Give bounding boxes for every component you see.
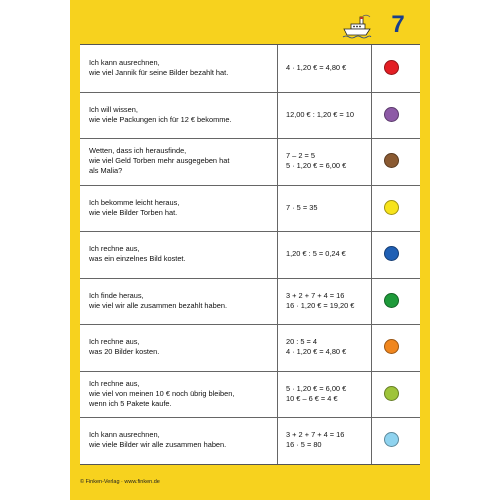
calculation <box>283 45 374 91</box>
color-dot <box>384 60 399 75</box>
calculation-line: 5 · 1,20 € = 6,00 € <box>286 383 347 393</box>
calculation-line: 10 € – 6 € = 4 € <box>286 393 338 403</box>
task-line: wie viel wir alle zusammen bezahlt haben. <box>89 300 228 310</box>
exercise-table <box>80 44 420 465</box>
task-line: wie viel Geld Torben mehr ausgegeben hat <box>89 156 230 165</box>
calculation <box>283 138 374 184</box>
row-separator <box>80 138 420 139</box>
task-line: Ich finde heraus, <box>89 290 144 300</box>
task-line: Ich rechne aus, <box>89 244 140 253</box>
task-text <box>89 278 279 324</box>
row-separator <box>80 278 420 279</box>
color-dot <box>384 200 399 215</box>
color-dot <box>384 293 399 308</box>
calculation-line: 3 + 2 + 7 + 4 = 16 <box>286 290 345 300</box>
task-text <box>89 371 279 417</box>
task-line: wie viele Packungen ich für 12 € bekomme. <box>89 114 232 124</box>
task-line: Ich rechne aus, <box>89 378 140 388</box>
task-line: wenn ich 5 Pakete kaufe. <box>89 398 172 408</box>
calculation <box>283 92 374 138</box>
color-dot <box>384 339 399 354</box>
task-line: wie viele Bilder Torben hat. <box>89 207 178 217</box>
task-line: was 20 Bilder kosten. <box>89 347 160 356</box>
task-line: Ich kann ausrechnen, <box>89 58 160 67</box>
task-text <box>89 92 279 138</box>
color-dot <box>384 153 399 168</box>
calculation-line: 4 · 1,20 € = 4,80 € <box>286 63 347 72</box>
calculation-line: 7 · 5 = 35 <box>286 202 318 212</box>
exercise-row <box>80 324 420 370</box>
calculation-line: 20 : 5 = 4 <box>286 337 318 346</box>
exercise-row <box>80 45 420 91</box>
task-text <box>89 231 279 277</box>
task-line: wie viel von meinen 10 € noch übrig bleiben, <box>89 388 235 398</box>
color-dot <box>384 107 399 122</box>
calculation <box>283 417 374 463</box>
exercise-row <box>80 278 420 324</box>
calculation-line: 5 · 1,20 € = 6,00 € <box>286 161 347 170</box>
task-text <box>89 185 279 231</box>
calculation <box>283 278 374 324</box>
color-dot <box>384 432 399 447</box>
row-separator <box>80 185 420 186</box>
row-separator <box>80 417 420 418</box>
row-separator <box>80 231 420 232</box>
calculation-line: 7 – 2 = 5 <box>286 151 315 160</box>
calculation <box>283 185 374 231</box>
task-line: Ich bekomme leicht heraus, <box>89 197 180 207</box>
task-text <box>89 324 279 370</box>
calculation-line: 4 · 1,20 € = 4,80 € <box>286 347 347 356</box>
page-number: 7 <box>391 11 405 38</box>
task-line: Ich kann ausrechnen, <box>89 430 160 439</box>
publisher-footer: © Finken-Verlag · www.finken.de <box>80 479 160 485</box>
task-line: Ich will wissen, <box>89 104 138 114</box>
task-text <box>89 138 279 184</box>
calculation-line: 1,20 € : 5 = 0,24 € <box>286 249 346 258</box>
exercise-row <box>80 371 420 417</box>
calculation-line: 16 · 5 = 80 <box>286 440 322 449</box>
exercise-row <box>80 185 420 231</box>
calculation-line: 12,00 € : 1,20 € = 10 <box>286 109 355 119</box>
task-line: Ich rechne aus, <box>89 337 140 346</box>
exercise-row <box>80 417 420 463</box>
calculation <box>283 371 374 417</box>
task-line: wie viel Jannik für seine Bilder bezahlt hat. <box>89 68 229 77</box>
row-separator <box>80 324 420 325</box>
task-line: Wetten, dass ich herausfinde, <box>89 146 187 155</box>
exercise-row <box>80 231 420 277</box>
calculation-line: 16 · 1,20 € = 19,20 € <box>286 300 355 310</box>
task-line: wie viele Bilder wir alle zusammen haben. <box>89 440 227 449</box>
steamship-icon <box>342 14 372 40</box>
calculation-line: 3 + 2 + 7 + 4 = 16 <box>286 430 345 439</box>
task-line: was ein einzelnes Bild kostet. <box>89 254 186 263</box>
task-line: als Malia? <box>89 166 123 175</box>
exercise-row <box>80 138 420 184</box>
calculation <box>283 324 374 370</box>
task-text <box>89 45 279 91</box>
exercise-row <box>80 92 420 138</box>
color-dot <box>384 246 399 261</box>
calculation <box>283 231 374 277</box>
row-separator <box>80 371 420 372</box>
color-dot <box>384 386 399 401</box>
row-separator <box>80 92 420 93</box>
task-text <box>89 417 279 463</box>
